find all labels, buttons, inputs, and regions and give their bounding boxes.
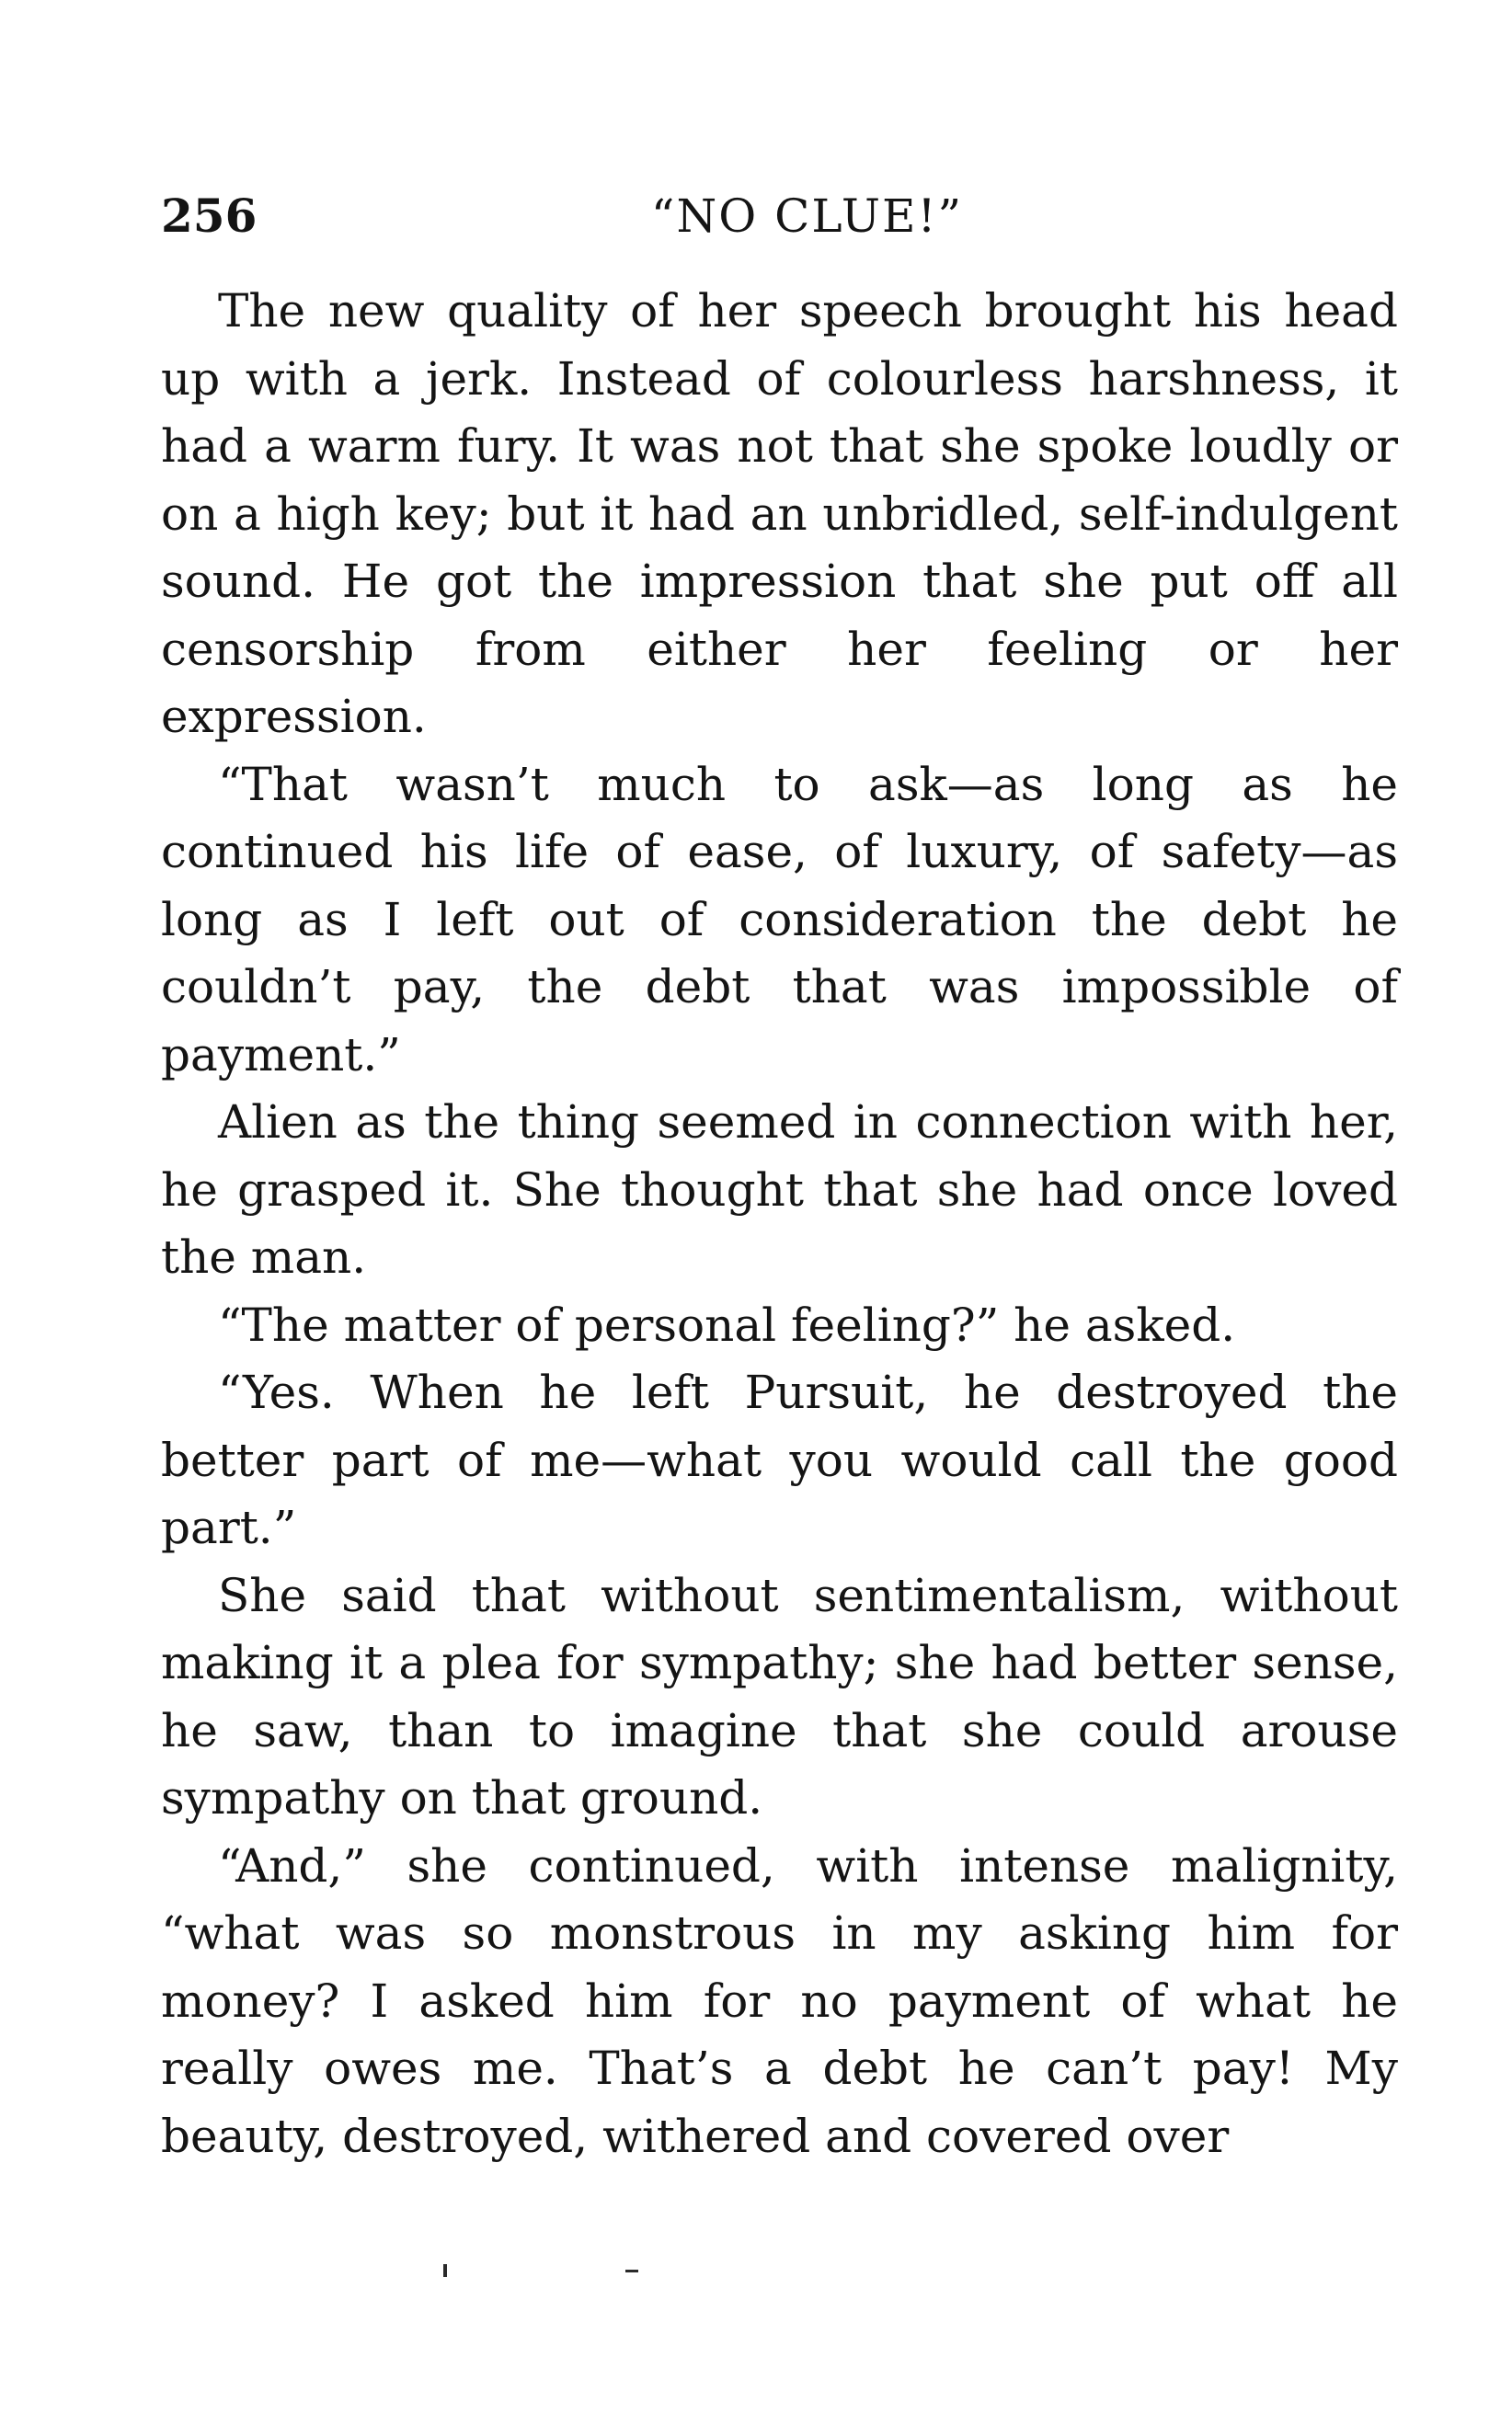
body-text [161,278,1398,2170]
running-head [161,184,1398,248]
paragraph: “That wasn’t much to ask—as long as he continued his life of ease, of luxury, of safety—as long as I left out of consideration the debt he couldn’t pay, the debt that was impossible of payment.” [161,757,1398,1081]
print-speck [443,2264,447,2277]
paragraph: “And,” she continued, with intense malignity, “what was so monstrous in my asking him for money? I asked him for no payment of what he really owes me. That’s a debt he can’t pay! My beauty, destroyed, withered and covered over [161,1838,1398,2163]
paragraph: Alien as the thing seemed in connection with her, he grasped it. She thought that she had once loved the man. [161,1095,1398,1284]
paragraph: “Yes. When he left Pursuit, he destroyed the better part of me—what you would call the good part.” [161,1366,1398,1554]
paragraph: The new quality of her speech brought his head up with a jerk. Instead of colourless harshness, it had a warm fury. It was not that she spoke loudly or on a high key; but it had an unbridled, self-indulgent sound. He got the impression that she put off all censorship from either her feeling or her expression. [161,284,1398,743]
paragraph: She said that without sentimentalism, without making it a plea for sympathy; she had better sense, he saw, than to imagine that she could arouse sympathy on that ground. [161,1568,1398,1825]
print-speck [625,2270,638,2272]
paragraph: “The matter of personal feeling?” he asked. [218,1298,1236,1352]
running-title: “NO CLUE!” [650,189,964,243]
page-number: 256 [161,189,258,243]
